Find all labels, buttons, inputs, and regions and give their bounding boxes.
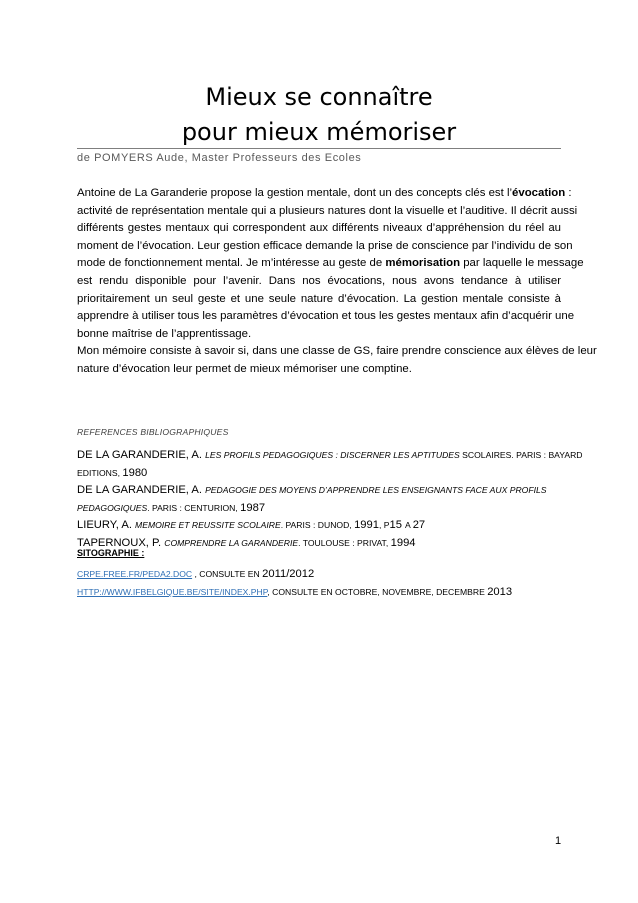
reference-author: TAPERNOUX, P. — [77, 536, 165, 549]
body-text: prioritairement un seul geste et une seule nature d’évocation. La gestion mentale consiste à — [77, 292, 561, 305]
body-text: Antoine de La Garanderie propose la gestion mentale, dont un des concepts clés est l’ — [77, 187, 513, 199]
body-line — [77, 291, 561, 309]
body-line — [77, 273, 561, 291]
references-list — [77, 447, 583, 552]
reference-title: COMPRENDRE LA GARANDERIE — [164, 537, 299, 548]
body-line — [77, 361, 561, 379]
sitography-note: , CONSULTE EN OCTOBRE, NOVEMBRE, DECEMBRE 2013 — [267, 586, 513, 598]
body-line — [77, 238, 573, 256]
body-text: nature d’évocation leur permet de mieux mémoriser une comptine. — [77, 362, 412, 375]
reference-author: LIEURY, A. — [77, 519, 136, 531]
reference-publisher: . PARIS : CENTURION, 1987 — [147, 501, 266, 514]
body-line — [77, 343, 597, 361]
body-text: apprendre à utiliser tous les paramètres d’évocation et tous les gestes mentaux afin d’acquérir une — [77, 310, 575, 323]
body-text: mode de fonctionnement mental. Je m’intéresse au geste de — [77, 257, 386, 270]
body-line — [77, 308, 575, 326]
sitography-link[interactable]: CRPE.FREE.FR/PEDA2.DOC — [77, 569, 193, 579]
reference-line — [77, 517, 561, 535]
sitography-line — [77, 565, 512, 583]
body-text: est rendu disponible pour l’avenir. Dans nos évocations, nous avons tendance à utiliser — [77, 274, 561, 287]
reference-publisher: . TOULOUSE : PRIVAT, 1994 — [298, 536, 416, 549]
key-term: mémorisation — [385, 257, 461, 270]
reference-line — [77, 447, 583, 465]
reference-publisher: EDITIONS, 1980 — [77, 466, 148, 479]
abstract-body — [77, 185, 597, 379]
body-text: par laquelle le message — [460, 257, 584, 270]
sitography-line — [77, 583, 512, 601]
body-line — [77, 326, 561, 344]
references-heading: REFERENCES BIBLIOGRAPHIQUES — [77, 427, 229, 437]
reference-title: PEDAGOGIQUES — [77, 502, 148, 513]
reference-line — [77, 500, 561, 518]
author-line: de POMYERS Aude, Master Professeurs des Ecoles — [77, 152, 362, 164]
sitography-note: , CONSULTE EN 2011/2012 — [192, 568, 315, 580]
reference-line — [77, 465, 561, 483]
reference-author: DE LA GARANDERIE, A. — [77, 449, 206, 461]
key-term: évocation — [512, 187, 566, 199]
title-rule — [77, 148, 561, 149]
reference-title: LES PROFILS PEDAGOGIQUES : DISCERNER LES APTITUDES — [205, 450, 460, 460]
title-line-2: pour mieux mémoriser — [181, 118, 457, 146]
body-text: moment de l’évocation. Leur gestion efficace demande la prise de conscience par l’individu de son — [77, 239, 573, 252]
body-text: différents gestes mentaux qui correspondent aux différents niveaux d’appréhension du réel au — [77, 222, 561, 235]
sitography-list — [77, 565, 512, 601]
body-text: Mon mémoire consiste à savoir si, dans une classe de GS, faire prendre conscience aux élèves de leur — [77, 345, 597, 358]
body-line — [77, 220, 561, 238]
body-text: bonne maîtrise de l’apprentissage. — [77, 327, 252, 340]
reference-line — [77, 535, 561, 553]
reference-title: PEDAGOGIE DES MOYENS D’APPRENDRE LES ENSEIGNANTS FACE AUX PROFILS — [205, 485, 547, 495]
reference-author: DE LA GARANDERIE, A. — [77, 484, 206, 496]
reference-line — [77, 482, 561, 500]
reference-publisher: . PARIS : DUNOD, 1991, P15 A 27 — [280, 519, 426, 531]
body-line — [77, 185, 572, 203]
title-line-1: Mieux se connaître — [205, 83, 433, 111]
reference-publisher: SCOLAIRES. PARIS : BAYARD — [459, 450, 583, 460]
body-text: : — [565, 187, 572, 199]
sitography-heading: SITOGRAPHIE : — [77, 548, 145, 558]
body-text: activité de représentation mentale qui a plusieurs natures dont la visuelle et l’auditive. Il décrit aussi — [77, 204, 578, 217]
body-line — [77, 255, 584, 273]
reference-title: MEMOIRE ET REUSSITE SCOLAIRE — [135, 520, 281, 530]
body-line — [77, 203, 578, 221]
page-number: 1 — [555, 835, 562, 847]
sitography-link[interactable]: HTTP://WWW.IFBELGIQUE.BE/SITE/INDEX.PHP — [77, 587, 268, 597]
